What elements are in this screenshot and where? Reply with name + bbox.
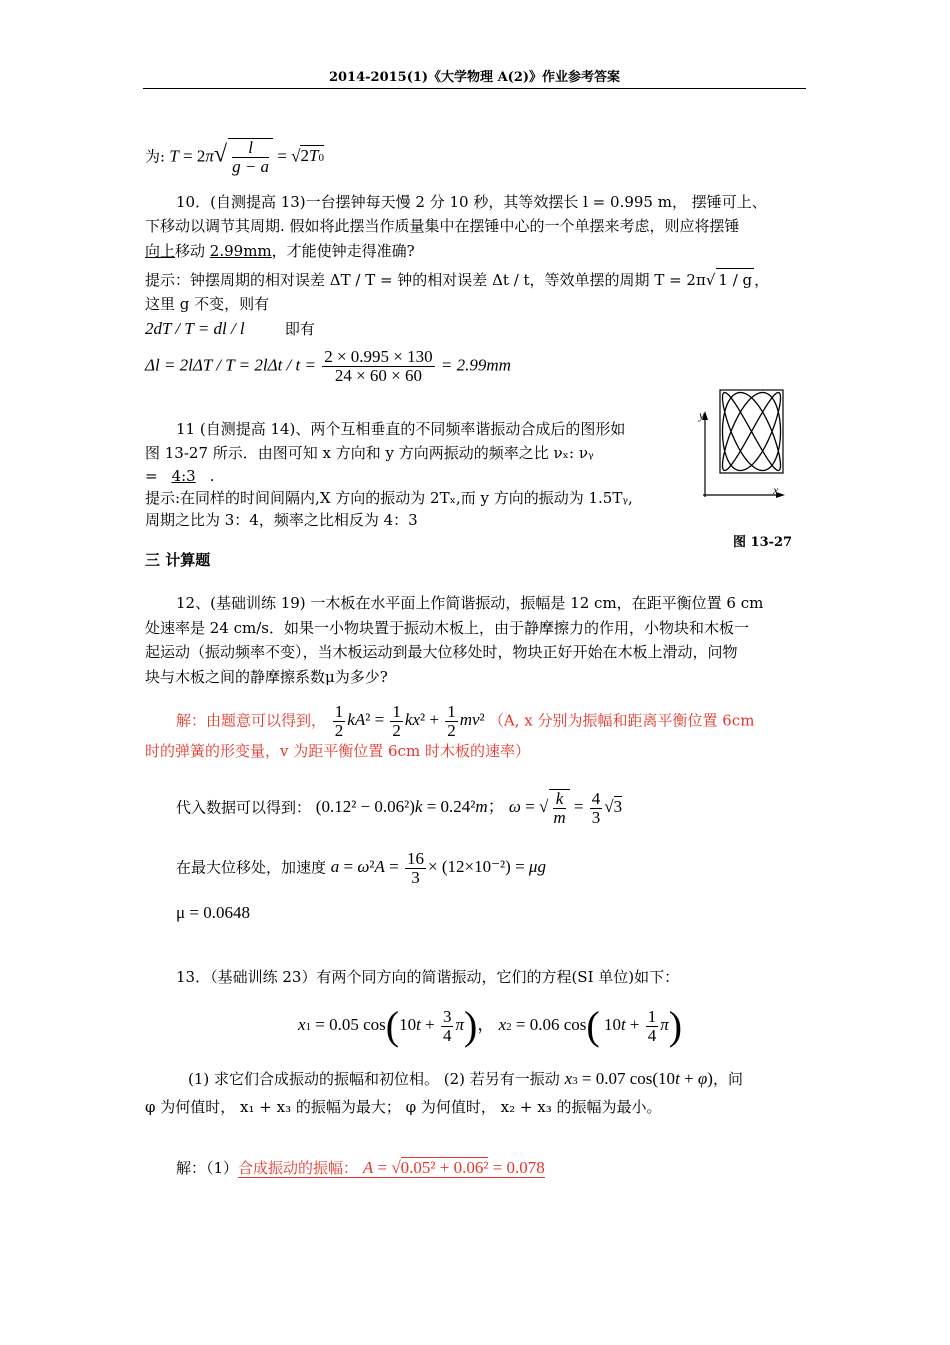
q10-eq2 <box>145 348 511 385</box>
q13-question-line1 <box>188 1068 743 1092</box>
q10-eq2-left: Δl = 2lΔT / T = 2lΔt / t = <box>145 355 316 375</box>
q10-hint-line1: 提示：钟摆周期的相对误差 ΔT / T = 钟的相对误差 Δt / t，等效单摆的周期 T = 2π√ 1 / g ， <box>145 268 769 291</box>
q11-hint-line2: 周期之比为 3：4，频率之比相反为 4：3 <box>145 511 418 529</box>
q13-q-text: (1) 求它们合成振动的振幅和初位相。 (2) 若另有一振动 <box>188 1070 560 1088</box>
q12-line2: 处速率是 24 cm/s．如果一小物块置于振动木板上，由于静摩擦力的作用，小物块和木板一 <box>145 619 750 637</box>
q12-sub-text: 代入数据可以得到： <box>176 798 312 817</box>
section-title: 三 计算题 <box>145 551 211 569</box>
q12-solution-line2: 时的弹簧的形变量，v 为距平衡位置 6cm 时木板的速率） <box>145 742 530 760</box>
header-rule <box>143 88 806 89</box>
y-axis-label: y <box>699 408 705 422</box>
q10-eq2-fraction <box>322 348 434 385</box>
lissajous-curve <box>723 393 781 471</box>
q12-sol-note: （A, x 分别为振幅和距离平衡位置 6cm <box>488 711 755 730</box>
q11-line3 <box>145 465 215 487</box>
x-axis-label: x <box>773 483 779 497</box>
q13-ans-prefix: 解：（1） <box>176 1159 239 1177</box>
q12-accel-eq: a = ω²A = $\frac{16}{3}$ × (12×10⁻²) = μg <box>330 849 546 887</box>
q13-line1: 13．（基础训练 23）有两个同方向的简谐振动，它们的方程(SI 单位)如下： <box>176 968 680 986</box>
q12-line3: 起运动（振动频率不变），当木板运动到最大位移处时，物块正好开始在木板上滑动，问物 <box>145 643 738 661</box>
q13-question-line2: φ 为何值时， x₁ + x₃ 的振幅为最大； φ 为何值时， x₂ + x₃ 的振幅为最小。 <box>145 1098 662 1116</box>
q13-answer-line <box>176 1157 545 1179</box>
page-header: 2014-2015(1)《大学物理 A(2)》作业参考答案 <box>328 70 621 85</box>
q10-line2: 下移动以调节其周期. 假如将此摆当作质量集中在摆锤中心的一个单摆来考虑，则应将摆锤 <box>145 217 740 235</box>
q10-eq1-text: 2dT / T = dl / l <box>145 319 245 338</box>
lissajous-figure <box>695 385 795 510</box>
q12-line1: 12、(基础训练 19) 一木板在水平面上作简谐振动，振幅是 12 cm，在距平衡位置 6 cm <box>176 594 764 612</box>
q10-line3 <box>145 240 415 262</box>
q13-equations: x1 = 0.05 cos(10t + $\frac{3}{4}$ π)， x2 = 0.06 cos( 10t + $\frac{1}{4}$ π) <box>298 1003 683 1049</box>
q13-ans-highlight: 合成振动的振幅： A = √0.05² + 0.06² = 0.078 <box>238 1158 545 1177</box>
q10-hint-sqrt: 1 / g <box>716 268 754 291</box>
q10-answer-distance: 2.99mm <box>209 242 272 260</box>
q12-accel-line <box>176 850 546 887</box>
q12-energy-eq: $\frac{1}{2}$ kA² = $\frac{1}{2}$ kx² + $\frac{1}{2}$ mv² <box>334 702 489 740</box>
q13-ans-label: 合成振动的振幅： <box>238 1159 359 1177</box>
prev-answer-formula: 为: T = 2π√ $\frac{l}{g - a}$ = √2T0 <box>145 138 324 176</box>
q13-q-end: ，问 <box>712 1070 743 1088</box>
q10-line1: 10．(自测提高 13)一台摆钟每天慢 2 分 10 秒，其等效摆长 l = 0.995 m， 摆锤可上、 <box>176 193 767 211</box>
q10-eq1 <box>145 318 315 340</box>
q11-line1: 11 (自测提高 14)、两个互相垂直的不同频率谐振动合成后的图形如 <box>176 420 626 438</box>
q12-accel-text: 在最大位移处，加速度 <box>176 858 327 877</box>
q11-line2: 图 13-27 所示．由图可知 x 方向和 y 方向两振动的频率之比 νₓ: νᵧ <box>145 444 594 462</box>
q12-line4: 块与木板之间的静摩擦系数μ为多少? <box>145 668 388 686</box>
q10-eq2-right: = 2.99mm <box>440 355 511 375</box>
q10-eq2-num: 2 × 0.995 × 130 <box>324 347 433 366</box>
q10-text: 移动 <box>175 242 210 260</box>
q12-solution-line1 <box>176 703 754 740</box>
q10-hint-line2: 这里 g 不变，则有 <box>145 295 270 313</box>
q12-sub-eq: (0.12² − 0.06²)k = 0.24²m； ω = √ $\frac{k}{m}$ = $\frac{4}{3}$ √3 <box>315 789 623 827</box>
q10-text-end: ，才能使钟走得准确? <box>271 242 415 260</box>
figure-13-27 <box>695 385 795 514</box>
q11-eq: = <box>145 467 158 485</box>
q12-mu-result: μ = 0.0648 <box>176 903 250 922</box>
q13-x3-eq: x3 = 0.07 cos(10t + φ) <box>564 1069 713 1088</box>
q11-hint-line1: 提示:在同样的时间间隔内,X 方向的振动为 2Tₓ,而 y 方向的振动为 1.5Tᵧ, <box>145 489 633 507</box>
q10-eq1-after: 即有 <box>284 320 315 338</box>
formula-prefix: 为: <box>145 147 166 166</box>
q12-substitute-line <box>176 789 622 827</box>
q10-hint-text: 提示：钟摆周期的相对误差 ΔT / T = 钟的相对误差 Δt / t，等效单摆的周期 T = 2π <box>145 271 706 289</box>
q11-answer: 4:3 <box>171 467 196 485</box>
q11-period: . <box>209 467 215 485</box>
figure-caption: 图 13-27 <box>733 535 793 550</box>
q10-hint-comma: ， <box>754 271 770 289</box>
q10-answer-direction: 向上 <box>145 242 176 260</box>
q12-sol-intro: 解：由题意可以得到， <box>176 711 327 730</box>
q10-eq2-den: 24 × 60 × 60 <box>334 366 423 385</box>
